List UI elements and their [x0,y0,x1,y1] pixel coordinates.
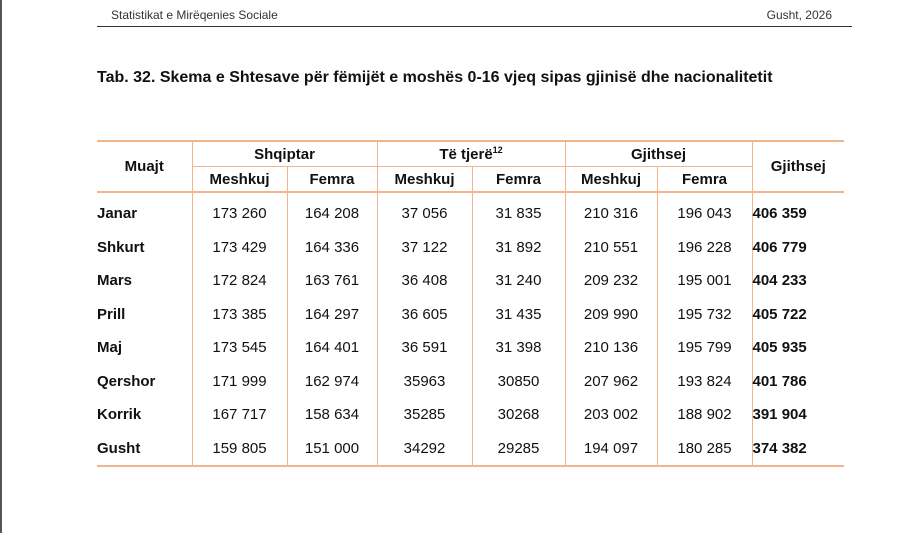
group-header-te-tjere [377,141,565,167]
table-row [97,192,844,231]
cell-value: 193 824 [657,365,752,399]
row-month: Shkurt [97,231,192,265]
cell-value: 196 228 [657,231,752,265]
cell-value: 209 232 [565,264,657,298]
cell-value: 195 001 [657,264,752,298]
cell-value: 31 398 [472,331,565,365]
data-table [97,140,844,467]
row-month: Mars [97,264,192,298]
cell-value: 31 435 [472,298,565,332]
header-row-groups [97,141,844,167]
row-total: 405 935 [752,339,807,357]
row-total: 374 382 [752,432,844,467]
group-header-shqiptar: Shqiptar [192,141,377,167]
row-total: 406 359 [752,205,807,223]
sub-header-female: Femra [287,167,377,193]
sub-header-male: Meshkuj [192,167,287,193]
cell-value: 37 056 [377,192,472,231]
table-row [97,331,844,365]
table-row [97,264,844,298]
table-row [97,231,844,265]
cell-value: 188 902 [657,398,752,432]
publication-date: Gusht, 2026 [766,8,832,22]
window-left-edge [0,0,2,533]
row-month: Qershor [97,365,192,399]
row-total: 406 779 [752,238,807,256]
row-total: 401 786 [752,372,807,390]
cell-value: 173 385 [192,298,287,332]
cell-value: 195 732 [657,298,752,332]
cell-value: 173 429 [192,231,287,265]
row-month: Maj [97,331,192,365]
cell-value: 29285 [472,432,565,467]
row-total: 405 722 [752,305,807,323]
cell-value: 196 043 [657,192,752,231]
cell-value: 195 799 [657,331,752,365]
cell-value: 210 316 [565,192,657,231]
column-header-month: Muajt [97,141,192,192]
cell-value: 167 717 [192,398,287,432]
cell-value: 36 591 [377,331,472,365]
cell-value: 151 000 [287,432,377,467]
cell-value: 34292 [377,432,472,467]
group-label: Të tjerë [439,145,493,163]
row-total: 404 233 [752,272,807,290]
cell-value: 164 401 [287,331,377,365]
footnote-ref: 12 [492,144,503,155]
row-total: 391 904 [752,406,807,424]
cell-value: 159 805 [192,432,287,467]
cell-value: 163 761 [287,264,377,298]
row-month: Janar [97,192,192,231]
cell-value: 203 002 [565,398,657,432]
group-header-gjithsej: Gjithsej [565,141,752,167]
table-row [97,398,844,432]
cell-value: 164 208 [287,192,377,231]
cell-value: 171 999 [192,365,287,399]
sub-header-female: Femra [472,167,565,193]
row-month: Korrik [97,398,192,432]
cell-value: 36 605 [377,298,472,332]
row-month: Prill [97,298,192,332]
cell-value: 172 824 [192,264,287,298]
sub-header-female: Femra [657,167,752,193]
cell-value: 31 240 [472,264,565,298]
cell-value: 210 551 [565,231,657,265]
table-row [97,298,844,332]
cell-value: 31 835 [472,192,565,231]
cell-value: 36 408 [377,264,472,298]
table-row [97,365,844,399]
cell-value: 30850 [472,365,565,399]
cell-value: 210 136 [565,331,657,365]
cell-value: 194 097 [565,432,657,467]
cell-value: 180 285 [657,432,752,467]
table-title: Tab. 32. Skema e Shtesave për fëmijët e moshës 0-16 vjeq sipas gjinisë dhe nacionalitetit [97,69,773,86]
column-header-total: Gjithsej [752,141,844,192]
cell-value: 30268 [472,398,565,432]
cell-value: 173 260 [192,192,287,231]
cell-value: 35285 [377,398,472,432]
cell-value: 173 545 [192,331,287,365]
cell-value: 164 336 [287,231,377,265]
sub-header-male: Meshkuj [565,167,657,193]
sub-header-male: Meshkuj [377,167,472,193]
header-row-sub [97,167,844,193]
cell-value: 37 122 [377,231,472,265]
table-row [97,432,844,467]
cell-value: 35963 [377,365,472,399]
cell-value: 158 634 [287,398,377,432]
row-month: Gusht [97,432,192,467]
header-divider [97,26,852,27]
cell-value: 207 962 [565,365,657,399]
cell-value: 162 974 [287,365,377,399]
cell-value: 31 892 [472,231,565,265]
cell-value: 164 297 [287,298,377,332]
cell-value: 209 990 [565,298,657,332]
publication-title: Statistikat e Mirëqenies Sociale [111,8,278,22]
